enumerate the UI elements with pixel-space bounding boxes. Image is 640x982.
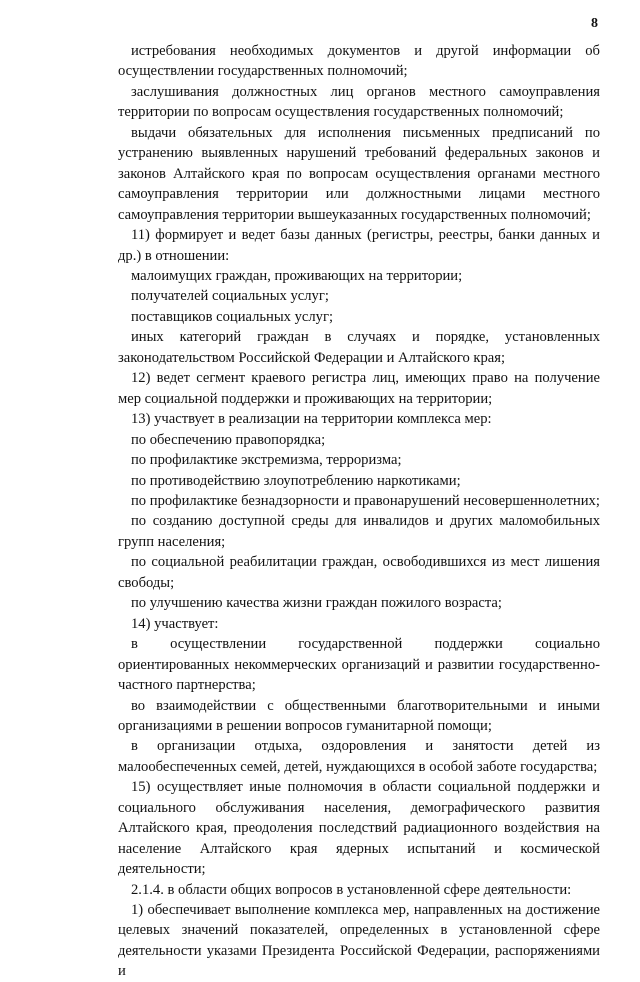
paragraph: по социальной реабилитации граждан, освободившихся из мест лишения свободы;: [118, 554, 600, 591]
paragraph: 12) ведет сегмент краевого регистра лиц, имеющих право на получение мер социальной поддержки и проживающих на территории;: [118, 370, 600, 407]
page-number: 8: [591, 16, 598, 31]
paragraph: истребования необходимых документов и другой информации об осуществлении государственных полномочий;: [118, 43, 600, 80]
paragraph: по профилактике безнадзорности и правонарушений несовершеннолетних;: [131, 492, 600, 509]
paragraph: 14) участвует:: [131, 615, 219, 632]
paragraph: 13) участвует в реализации на территории комплекса мер:: [131, 411, 492, 428]
document-body: [118, 41, 600, 982]
paragraph: малоимущих граждан, проживающих на территории;: [131, 267, 463, 284]
paragraph: по обеспечению правопорядка;: [131, 431, 326, 448]
paragraph: по улучшению качества жизни граждан пожилого возраста;: [131, 595, 502, 612]
paragraph: по противодействию злоупотреблению наркотиками;: [131, 472, 461, 489]
paragraph: 1) обеспечивает выполнение комплекса мер, направленных на достижение целевых значений показателей, определенных в установленной сфере деятельности указами Президента Российской Федерации, распоряжениями и: [118, 902, 600, 980]
paragraph: во взаимодействии с общественными благотворительными и иными организациями в решении вопросов гуманитарной помощи;: [118, 697, 600, 734]
paragraph: по профилактике экстремизма, терроризма;: [131, 452, 402, 469]
paragraph: 15) осуществляет иные полномочия в области социальной поддержки и социального обслуживания населения, демографического развития Алтайского края, преодоления последствий радиационного воздействия на население Алтайского края ядерных испытаний и космической деятельности;: [118, 779, 600, 878]
paragraph: в осуществлении государственной поддержки социально ориентированных некоммерческих организаций и развитии государственно-частного партнерства;: [118, 636, 600, 694]
paragraph: 11) формирует и ведет базы данных (регистры, реестры, банки данных и др.) в отношении:: [118, 227, 600, 264]
paragraph: 2.1.4. в области общих вопросов в установленной сфере деятельности:: [131, 881, 572, 898]
paragraph: получателей социальных услуг;: [131, 288, 329, 305]
paragraph: поставщиков социальных услуг;: [131, 308, 333, 325]
paragraph: выдачи обязательных для исполнения письменных предписаний по устранению выявленных нарушений требований федеральных законов и законов Алтайского края по вопросам осуществления органами местного самоуправления территории или должностными лицами местного самоуправления территории вышеуказанных государственных полномочий;: [118, 124, 600, 223]
paragraph: по созданию доступной среды для инвалидов и других маломобильных групп населения;: [118, 513, 600, 550]
paragraph: заслушивания должностных лиц органов местного самоуправления территории по вопросам осуществления государственных полномочий;: [118, 83, 600, 121]
paragraph: в организации отдыха, оздоровления и занятости детей из малообеспеченных семей, детей, нуждающихся в особой заботе государства;: [118, 738, 600, 775]
paragraph: иных категорий граждан в случаях и порядке, установленных законодательством Российской Федерации и Алтайского края;: [118, 329, 600, 366]
